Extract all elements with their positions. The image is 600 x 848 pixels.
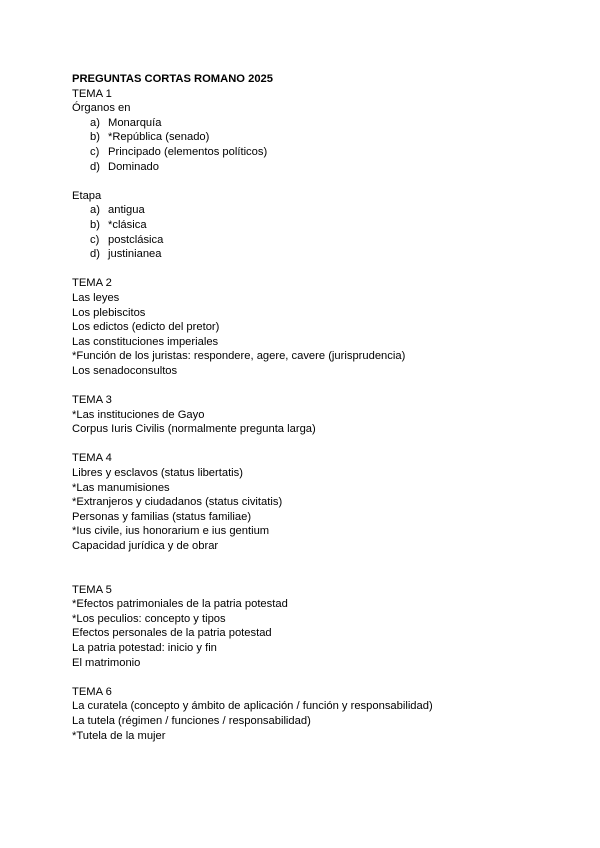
text-line: *Los peculios: concepto y tipos xyxy=(72,612,226,625)
text-line: Los edictos (edicto del pretor) xyxy=(72,321,220,334)
text-line: *Tutela de la mujer xyxy=(72,729,166,742)
text-line: *Extranjeros y ciudadanos (status civitatis) xyxy=(72,496,283,509)
spacer xyxy=(72,554,542,583)
text-line: El matrimonio xyxy=(72,656,141,669)
text-line: Las leyes xyxy=(72,291,120,304)
text-line: *Ius civile, ius honorarium e ius gentium xyxy=(72,525,270,538)
spacer xyxy=(72,437,542,452)
spacer xyxy=(72,378,542,393)
list-item xyxy=(90,203,542,218)
list-item xyxy=(90,130,542,145)
list-marker: b) xyxy=(90,218,100,231)
organos-label: Órganos en xyxy=(72,102,131,115)
tema-1-heading: TEMA 1 xyxy=(72,87,112,100)
tema-4-heading: TEMA 4 xyxy=(72,452,112,465)
list-marker: a) xyxy=(90,204,100,217)
list-item-text: postclásica xyxy=(108,233,164,246)
text-line: *Las instituciones de Gayo xyxy=(72,408,205,421)
text-line: Los plebiscitos xyxy=(72,306,146,319)
text-line: *Las manumisiones xyxy=(72,481,170,494)
list-marker: d) xyxy=(90,248,100,261)
text-line: Capacidad jurídica y de obrar xyxy=(72,540,219,552)
list-item xyxy=(90,218,542,233)
organos-list xyxy=(72,116,542,174)
list-item-text: Monarquía xyxy=(108,116,162,129)
text-line: La curatela (concepto y ámbito de aplicación / función y responsabilidad) xyxy=(72,700,433,713)
list-item-text: *clásica xyxy=(108,218,147,231)
etapa-label: Etapa xyxy=(72,189,102,202)
list-marker: c) xyxy=(90,145,100,158)
spacer xyxy=(72,670,542,685)
list-item xyxy=(90,233,542,248)
list-item xyxy=(90,160,542,175)
list-item xyxy=(90,145,542,160)
list-item-text: justinianea xyxy=(108,248,162,261)
list-item xyxy=(90,116,542,131)
text-line: Libres y esclavos (status libertatis) xyxy=(72,467,243,480)
list-item-text: *República (senado) xyxy=(108,131,210,144)
list-marker: b) xyxy=(90,131,100,144)
text-line: *Efectos patrimoniales de la patria potestad xyxy=(72,598,288,611)
text-line: Efectos personales de la patria potestad xyxy=(72,627,272,640)
list-item-text: Dominado xyxy=(108,160,159,173)
etapa-list xyxy=(72,203,542,261)
document-content xyxy=(72,72,542,743)
text-line: Personas y familias (status familiae) xyxy=(72,510,252,523)
list-item-text: Principado (elementos políticos) xyxy=(108,145,268,158)
list-marker: a) xyxy=(90,116,100,129)
text-line: Las constituciones imperiales xyxy=(72,335,219,348)
tema-2-heading: TEMA 2 xyxy=(72,277,112,290)
list-item-text: antigua xyxy=(108,204,145,217)
list-item xyxy=(90,247,542,262)
text-line: La patria potestad: inicio y fin xyxy=(72,641,217,654)
text-line: Los senadoconsultos xyxy=(72,364,178,377)
document-title: PREGUNTAS CORTAS ROMANO 2025 xyxy=(72,73,273,85)
list-marker: c) xyxy=(90,233,100,246)
tema-6-heading: TEMA 6 xyxy=(72,685,112,698)
text-line: La tutela (régimen / funciones / responsabilidad) xyxy=(72,714,311,727)
text-line: *Función de los juristas: respondere, agere, cavere (jurisprudencia) xyxy=(72,350,406,363)
spacer xyxy=(72,174,542,189)
list-marker: d) xyxy=(90,160,100,173)
text-line: Corpus Iuris Civilis (normalmente pregunta larga) xyxy=(72,423,316,436)
tema-3-heading: TEMA 3 xyxy=(72,394,112,407)
tema-5-heading: TEMA 5 xyxy=(72,583,112,596)
spacer xyxy=(72,262,542,277)
